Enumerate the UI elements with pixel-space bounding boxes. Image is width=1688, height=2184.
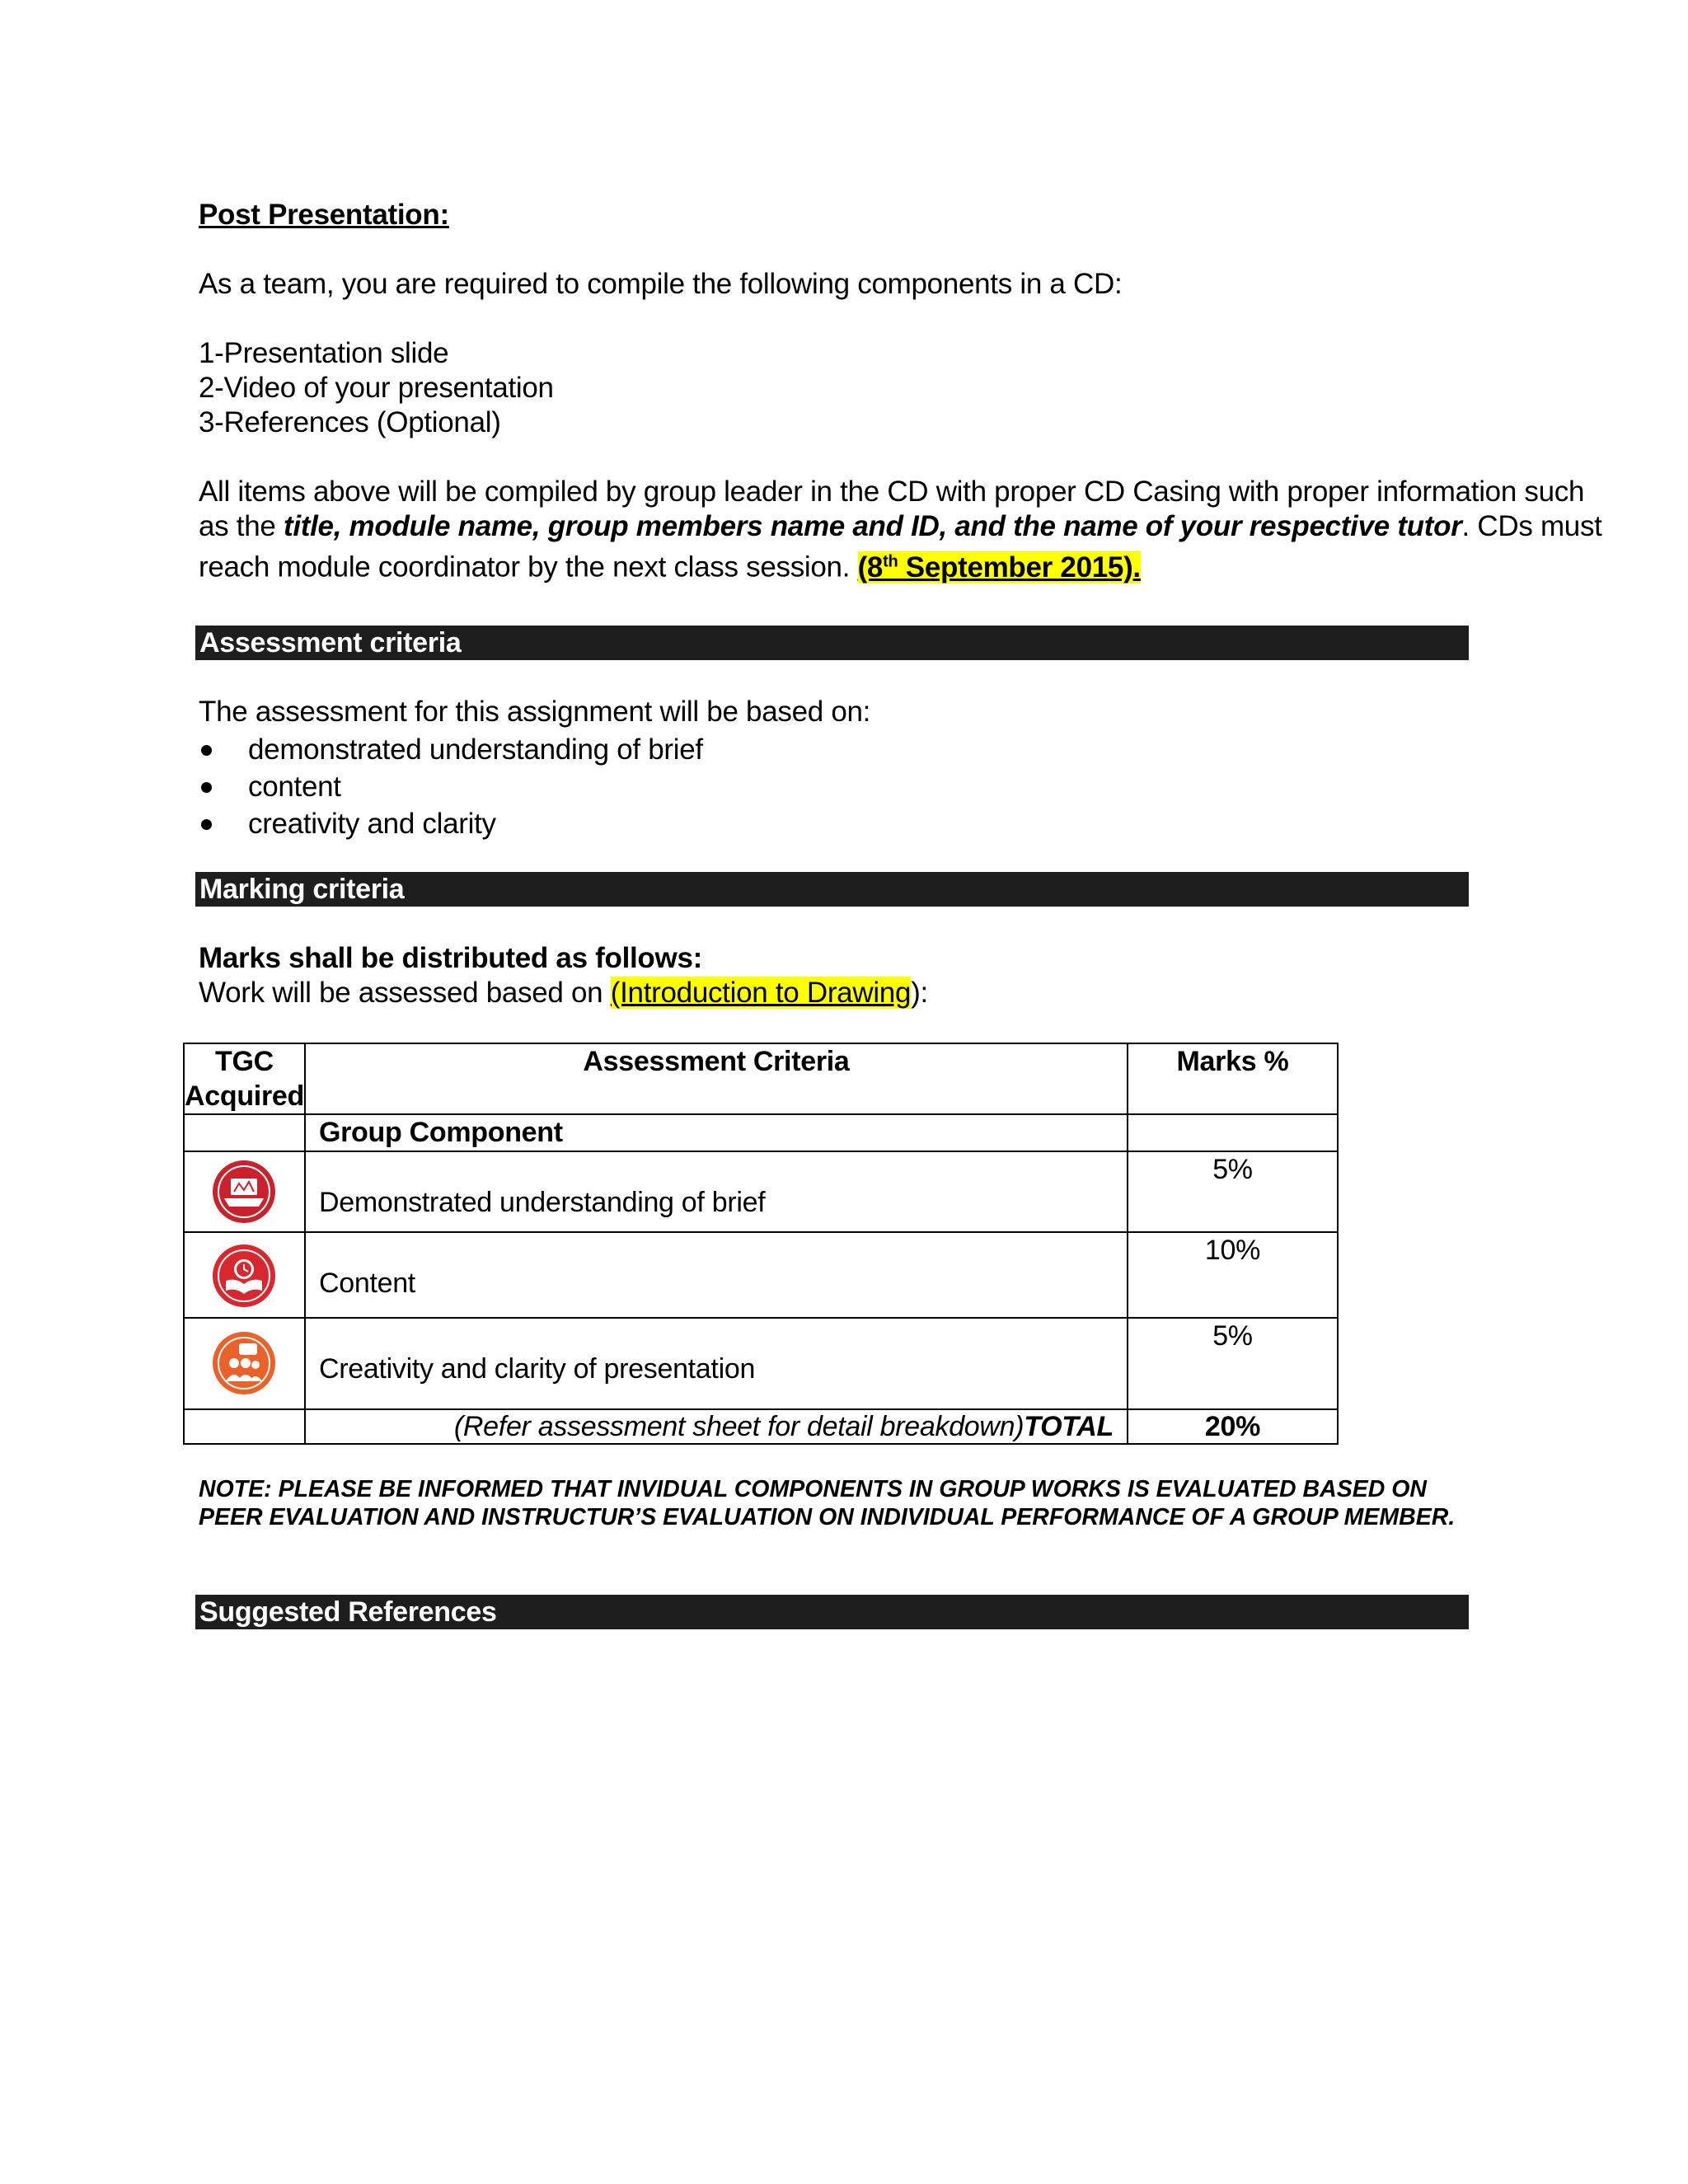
laptop-icon (211, 1159, 277, 1225)
assessed-based-on-line: Work will be assessed based on (Introduction to Drawing): (199, 977, 928, 1009)
suggested-references-bar: Suggested References (195, 1595, 1469, 1629)
marking-criteria-bar: Marking criteria (195, 872, 1469, 907)
component-item: 1-Presentation slide (199, 337, 449, 369)
group-component-label: Group Component (305, 1114, 1128, 1151)
table-row (184, 1232, 1338, 1318)
instructions-line-1: All items above will be compiled by group leader in the CD with proper CD Casing with proper information such (199, 476, 1585, 508)
instructions-line-2: as the title, module name, group members name and ID, and the name of your respective tutor. CDs must (199, 510, 1602, 542)
peer-evaluation-note: NOTE: PLEASE BE INFORMED THAT INVIDUAL COMPONENTS IN GROUP WORKS IS EVALUATED BASED ON PEER EVALUATION AND INSTRUCTUR’S EVALUATION ON INDIVIDUAL PERFORMANCE OF A GROUP MEMBER. (199, 1476, 1456, 1530)
post-presentation-intro: As a team, you are required to compile the following components in a CD: (199, 268, 1123, 300)
required-info-text: title, module name, group members name and ID, and the name of your respective tutor (283, 510, 1462, 542)
component-item: 2-Video of your presentation (199, 372, 554, 404)
module-name-highlight: (Introduction to Drawing (610, 977, 912, 1009)
tgc-acquired-header: TGC Acquired (184, 1043, 305, 1114)
marks-cell: 10% (1128, 1232, 1338, 1318)
marking-table (183, 1043, 1339, 1445)
assessment-criteria-header: Assessment Criteria (305, 1043, 1128, 1114)
book-clock-icon (211, 1243, 277, 1309)
marks-header: Marks % (1128, 1043, 1338, 1114)
group-component-row (184, 1114, 1338, 1151)
criteria-cell: Creativity and clarity of presentation (305, 1318, 1128, 1409)
total-value: 20% (1128, 1409, 1338, 1444)
deadline-highlight: (8th September 2015). (857, 551, 1141, 583)
criteria-cell: Content (305, 1232, 1128, 1318)
list-item: content (199, 768, 703, 805)
table-row (184, 1318, 1338, 1409)
post-presentation-heading: Post Presentation: (199, 199, 449, 231)
total-row (184, 1409, 1338, 1444)
list-item: demonstrated understanding of brief (199, 731, 703, 768)
component-item: 3-References (Optional) (199, 406, 501, 438)
table-header-row (184, 1043, 1338, 1114)
marks-distribution-heading: Marks shall be distributed as follows: (199, 942, 702, 974)
list-item: creativity and clarity (199, 805, 703, 842)
marks-cell: 5% (1128, 1151, 1338, 1232)
group-people-icon (211, 1330, 277, 1396)
table-row (184, 1151, 1338, 1232)
assessment-bullet-list (199, 731, 703, 842)
assessment-intro: The assessment for this assignment will be based on: (199, 696, 871, 728)
marks-cell: 5% (1128, 1318, 1338, 1409)
total-label-cell: (Refer assessment sheet for detail breakdown)TOTAL (305, 1409, 1128, 1444)
criteria-cell: Demonstrated understanding of brief (305, 1151, 1128, 1232)
instructions-line-3: reach module coordinator by the next class session. (8th September 2015). (199, 551, 1141, 583)
assessment-criteria-bar: Assessment criteria (195, 626, 1469, 660)
